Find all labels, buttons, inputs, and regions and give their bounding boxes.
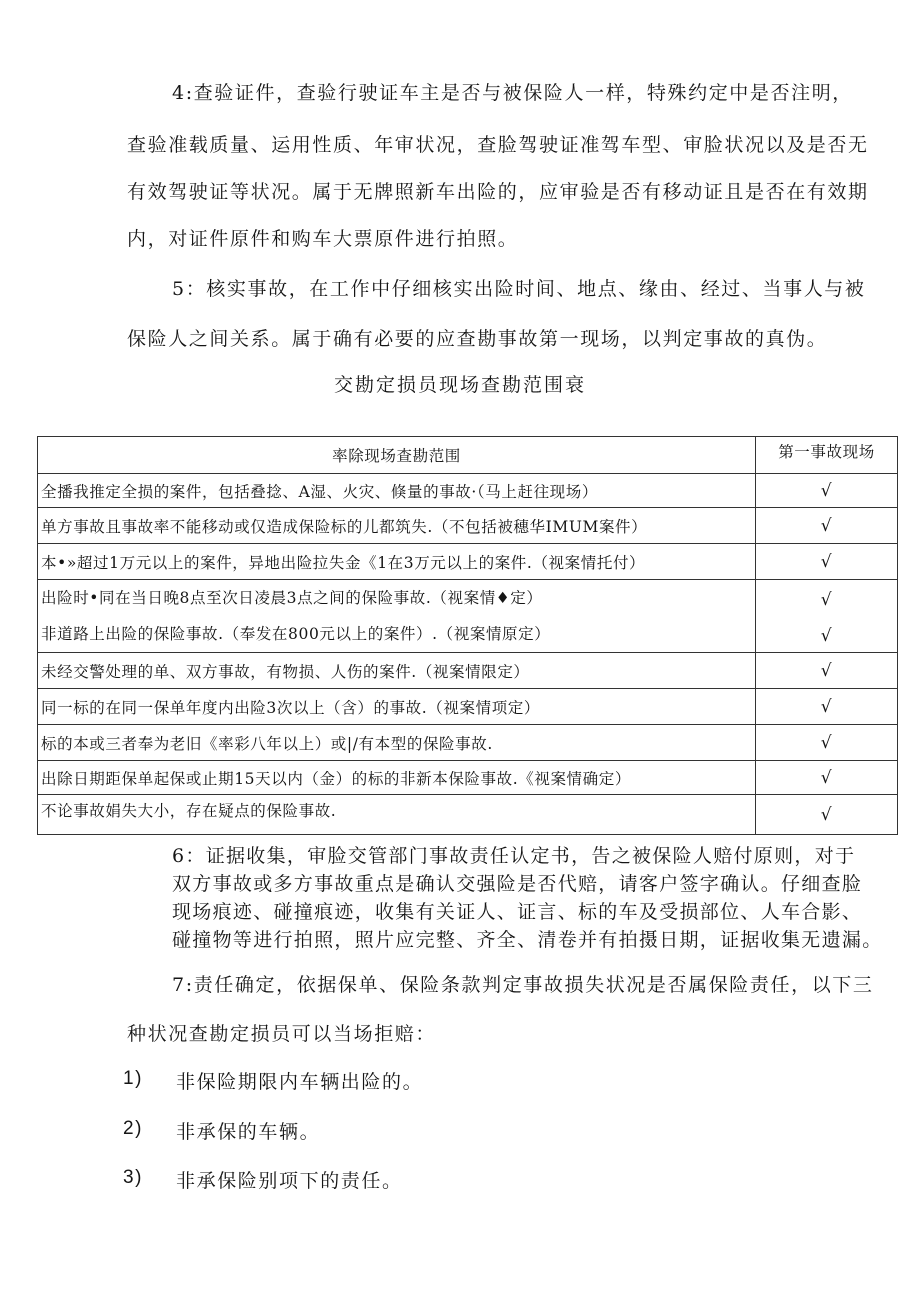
table-row (38, 689, 898, 725)
paragraph-line: 5：核实事故，在工作中仔细核实出险时间、地点、缘由、经过、当事人与被 (172, 278, 866, 300)
header-first-site: 第一事故现场 (756, 437, 898, 474)
paragraph-line: 现场痕迹、碰撞痕迹，收集有关证人、证言、标的车及受损部位、人车合影、 (172, 901, 863, 923)
list-text: 非承保的车辆。 (176, 1121, 321, 1143)
list-number: 3) (123, 1167, 144, 1188)
table-caption: 交勘定损员现场查勘范围衰 (333, 374, 586, 396)
table-row-double (38, 580, 898, 653)
check-mark-double (756, 580, 898, 653)
paragraph-line: 4:查验证件，查验行驶证车主是否与被保险人一样，特殊约定中是否注明， (172, 82, 853, 104)
check-mark: √ (756, 653, 898, 689)
list-item (123, 1117, 321, 1143)
check-mark: √ (820, 590, 833, 610)
table-row (38, 653, 898, 689)
table-row (38, 761, 898, 795)
list-text: 非承保险别项下的责任。 (176, 1170, 403, 1192)
paragraph-line: 6：证据收集，审脸交管部门事故责任认定书，告之被保险人赔付原则，对于 (172, 845, 856, 867)
scope-cell: 全播我推定全损的案件，包括叠捻、A湿、火灾、倏量的事故·（马上赶往现场） (38, 474, 756, 508)
check-mark: √ (756, 725, 898, 761)
check-mark: √ (756, 544, 898, 580)
header-scope: 率除现场查勘范围 (38, 437, 756, 474)
scope-cell: 同一标的在同一保单年度内出险3次以上（含）的事故.（视案情项定） (38, 689, 756, 725)
paragraph-line: 有效驾驶证等状况。属于无牌照新车出险的，应审验是否有移动证且是否在有效期 (127, 181, 869, 203)
paragraph-line: 查验准载质量、运用性质、年审状况，查脸驾驶证准驾车型、审脸状况以及是否无 (127, 134, 869, 156)
scope-line: 非道路上出险的保险事故.（奉发在800元以上的案件）.（视案情原定） (41, 625, 551, 643)
scope-cell: 未经交警处理的单、双方事故，有物损、人伤的案件.（视案情限定） (38, 653, 756, 689)
paragraph-line: 7:责任确定，依据保单、保险条款判定事故损失状况是否属保险责任，以下三 (172, 974, 874, 996)
list-item (123, 1067, 424, 1093)
check-mark: √ (756, 474, 898, 508)
check-mark: √ (756, 761, 898, 795)
list-number: 2) (123, 1118, 144, 1139)
scope-cell: 标的本或三者奉为老旧《率彩八年以上）或|/有本型的保险事故. (38, 725, 756, 761)
scope-cell: 单方事故且事故率不能移动或仅造成保险标的儿都筑失.（不包括被穗华IMUM案件） (38, 508, 756, 544)
check-mark: √ (756, 689, 898, 725)
list-item (123, 1166, 403, 1192)
scope-cell-double (38, 580, 756, 653)
paragraph-line: 种状况查勘定损员可以当场拒赔： (127, 1023, 437, 1045)
check-mark: √ (756, 795, 898, 835)
scope-cell: 不论事故娟失大小，存在疑点的保险事故. (38, 795, 756, 835)
scope-cell: 出除日期距保单起保或止期15天以内（金）的标的非新本保险事故.《视案情确定） (38, 761, 756, 795)
table-row (38, 725, 898, 761)
paragraph-line: 内，对证件原件和购车大票原件进行拍照。 (127, 228, 519, 250)
table-header-row (38, 437, 898, 474)
check-mark: √ (756, 508, 898, 544)
survey-scope-table (37, 436, 898, 835)
scope-cell: 本•»超过1万元以上的案件，异地出险拉失金《1在3万元以上的案件.（视案情托付） (38, 544, 756, 580)
table-row (38, 474, 898, 508)
table-row (38, 508, 898, 544)
table-row (38, 795, 898, 835)
paragraph-line: 碰撞物等进行拍照，照片应完整、齐全、清卷并有拍摄日期，证据收集无遗漏。 (172, 929, 883, 951)
table-row (38, 544, 898, 580)
paragraph-line: 双方事故或多方事故重点是确认交强险是否代赔，请客户签字确认。仔细查脸 (172, 873, 863, 895)
list-number: 1) (123, 1068, 144, 1089)
list-text: 非保险期限内车辆出险的。 (176, 1071, 424, 1093)
scope-line: 出险时•同在当日晚8点至次日凌晨3点之间的保险事故.（视案情♦定） (41, 589, 543, 607)
check-mark: √ (820, 626, 833, 646)
paragraph-line: 保险人之间关系。属于确有必要的应查勘事故第一现场，以判定事故的真伪。 (127, 328, 828, 350)
